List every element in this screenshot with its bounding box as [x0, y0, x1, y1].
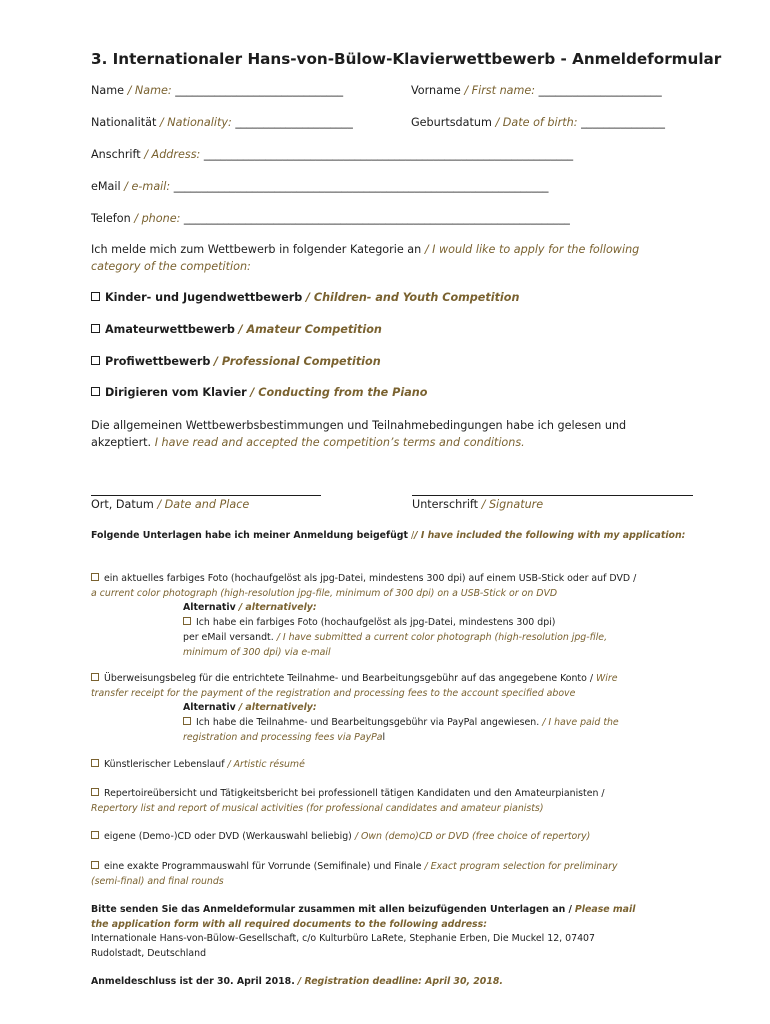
category-label-en: / Children- and Youth Competition [305, 291, 520, 304]
documents-intro: Folgende Unterlagen habe ich meiner Anmeldung beigefügt // I have included the following with my application: [91, 530, 686, 541]
checkbox-icon[interactable] [183, 617, 191, 625]
deadline-en: / Registration deadline: April 30, 2018. [297, 976, 503, 987]
terms-statement [91, 418, 661, 451]
email-field[interactable] [91, 180, 549, 193]
dob-blank[interactable]: _______________ [581, 116, 665, 129]
checkbox-icon[interactable] [91, 387, 100, 396]
category-label: Amateurwettbewerb [105, 323, 235, 336]
doc-repertory[interactable] [91, 787, 713, 816]
photo-alt-en1: / I have submitted a current color photograph (high-resolution jpg-file, [276, 631, 608, 643]
checkbox-icon[interactable] [91, 673, 99, 681]
doc-transfer[interactable] [91, 672, 713, 746]
dob-field[interactable] [411, 116, 665, 129]
address-label: Anschrift [91, 148, 141, 161]
transfer-de: Überweisungsbeleg für die entrichtete Teilnahme- und Bearbeitungsgebühr auf das angegebene Konto / [104, 673, 593, 684]
address-label-en: / Address: [144, 148, 201, 161]
firstname-label: Vorname [411, 84, 461, 97]
phone-label-en: / phone: [134, 212, 181, 225]
checkbox-icon[interactable] [91, 861, 99, 869]
category-amateur[interactable] [91, 323, 382, 336]
date-place-line[interactable] [91, 495, 321, 496]
firstname-blank[interactable]: ______________________ [538, 84, 662, 97]
name-blank[interactable]: ______________________________ [175, 84, 344, 97]
phone-field[interactable] [91, 212, 570, 225]
prog-en1: / Exact program selection for preliminary [424, 861, 618, 872]
checkbox-icon[interactable] [183, 717, 191, 725]
paypal-en1: / I have paid the [542, 717, 619, 729]
nationality-label: Nationalität [91, 116, 157, 129]
checkbox-icon[interactable] [91, 356, 100, 365]
email-label-en: / e-mail: [124, 180, 171, 193]
send-de: Bitte senden Sie das Anmeldeformular zusammen mit allen beizufügenden Unterlagen an / [91, 904, 572, 915]
cd-de: eigene (Demo-)CD oder DVD (Werkauswahl beliebig) [104, 831, 352, 842]
category-intro-de: Ich melde mich zum Wettbewerb in folgender Kategorie an [91, 243, 422, 256]
name-field[interactable] [91, 84, 343, 97]
cv-de: Künstlerischer Lebenslauf [104, 759, 225, 770]
doc-cv[interactable] [91, 758, 713, 773]
cv-en: / Artistic résumé [227, 759, 305, 770]
category-label: Profiwettbewerb [105, 355, 211, 368]
doc-photo[interactable] [91, 572, 713, 660]
photo-alt-de2: per eMail versandt. [183, 631, 274, 643]
alt-label: Alternativ [183, 602, 236, 614]
terms-en: I have read and accepted the competition’s terms and conditions. [154, 435, 525, 449]
date-place-en: / Date and Place [157, 498, 250, 511]
alt-label-en: / alternatively: [238, 602, 317, 614]
checkbox-icon[interactable] [91, 292, 100, 301]
doc-photo-en: a current color photograph (high-resolution jpg-file, minimum of 300 dpi) on a USB-Stick or on DVD [91, 587, 558, 599]
transfer-en2: transfer receipt for the payment of the registration and processing fees to the account specified above [91, 687, 576, 699]
prog-en2: (semi-final) and final rounds [91, 875, 224, 887]
category-children[interactable] [91, 291, 519, 304]
alt-label-en: / alternatively: [238, 702, 317, 714]
nationality-label-en: / Nationality: [159, 116, 232, 129]
paypal-tail: l [382, 731, 386, 743]
category-intro-en: / I would like to apply for the following category of the competition: [91, 243, 640, 273]
date-place-label [91, 498, 249, 511]
nationality-blank[interactable]: _____________________ [235, 116, 353, 129]
doc-cd[interactable] [91, 830, 713, 845]
send-en1: Please mail [574, 904, 636, 915]
nationality-field[interactable] [91, 116, 353, 129]
documents-intro-de: Folgende Unterlagen habe ich meiner Anmeldung beigefügt [91, 530, 408, 541]
signature-line[interactable] [412, 495, 693, 496]
alt-label: Alternativ [183, 702, 236, 714]
paypal-en2: registration and processing fees via PayPa [183, 731, 383, 743]
category-intro [91, 242, 691, 275]
deadline [91, 975, 713, 990]
photo-alt-de1: Ich habe ein farbiges Foto (hochaufgelöst als jpg-Datei, mindestens 300 dpi) [196, 617, 556, 629]
name-label: Name [91, 84, 125, 97]
checkbox-icon[interactable] [91, 573, 99, 581]
email-label: eMail [91, 180, 121, 193]
checkbox-icon[interactable] [91, 788, 99, 796]
doc-program[interactable] [91, 860, 713, 889]
checkbox-icon[interactable] [91, 831, 99, 839]
doc-photo-de: ein aktuelles farbiges Foto (hochaufgelöst als jpg-Datei, mindestens 300 dpi) auf einem USB-Stick oder auf DVD / [104, 573, 637, 584]
page-title: 3. Internationaler Hans-von-Bülow-Klavierwettbewerb - Anmeldeformular [91, 50, 722, 68]
category-professional[interactable] [91, 355, 381, 368]
firstname-label-en: / First name: [464, 84, 536, 97]
paypal-de: Ich habe die Teilnahme- und Bearbeitungsgebühr via PayPal angewiesen. [196, 717, 540, 729]
signature-en: / Signature [481, 498, 544, 511]
terms-de: Die allgemeinen Wettbewerbsbestimmungen und Teilnahmebedingungen habe ich gelesen und akzeptiert. [91, 419, 627, 449]
signature-label [412, 498, 543, 511]
rep-de: Repertoireübersicht und Tätigkeitsbericht bei professionell tätigen Kandidaten und den Amateurpianisten / [104, 788, 605, 799]
email-blank[interactable]: ___________________________________________________________________ [173, 180, 549, 193]
name-label-en: / Name: [127, 84, 172, 97]
send-instructions [91, 903, 713, 962]
address-line1: Internationale Hans-von-Bülow-Gesellschaft, c/o Kulturbüro LaRete, Stephanie Erben, Die Muckel 12, 07407 [91, 933, 595, 945]
transfer-en1: Wire [595, 673, 618, 684]
category-label-en: / Amateur Competition [238, 323, 382, 336]
category-label-en: / Professional Competition [213, 355, 381, 368]
address-line2: Rudolstadt, Deutschland [91, 948, 207, 960]
phone-label: Telefon [91, 212, 131, 225]
category-label: Kinder- und Jugendwettbewerb [105, 291, 303, 304]
category-label: Dirigieren vom Klavier [105, 386, 247, 399]
checkbox-icon[interactable] [91, 759, 99, 767]
date-place-de: Ort, Datum [91, 498, 154, 511]
photo-alt-en2: minimum of 300 dpi) via e-mail [183, 646, 331, 658]
dob-label-en: / Date of birth: [495, 116, 578, 129]
dob-label: Geburtsdatum [411, 116, 492, 129]
cd-en: / Own (demo)CD or DVD (free choice of repertory) [354, 831, 591, 842]
checkbox-icon[interactable] [91, 324, 100, 333]
deadline-de: Anmeldeschluss ist der 30. April 2018. [91, 976, 295, 987]
firstname-field[interactable] [411, 84, 662, 97]
category-label-en: / Conducting from the Piano [250, 386, 428, 399]
prog-de: eine exakte Programmauswahl für Vorrunde (Semifinale) und Finale [104, 861, 422, 872]
rep-en: Repertory list and report of musical activities (for professional candidates and amateur pianists) [91, 802, 544, 814]
documents-intro-en: / I have included the following with my application: [414, 530, 686, 541]
address-blank[interactable]: __________________________________________________________________ [203, 148, 574, 161]
send-en2: the application form with all required documents to the following address: [91, 918, 487, 930]
phone-blank[interactable]: _____________________________________________________________________ [183, 212, 570, 225]
address-field[interactable] [91, 148, 573, 161]
signature-de: Unterschrift [412, 498, 479, 511]
category-conducting[interactable] [91, 386, 427, 399]
